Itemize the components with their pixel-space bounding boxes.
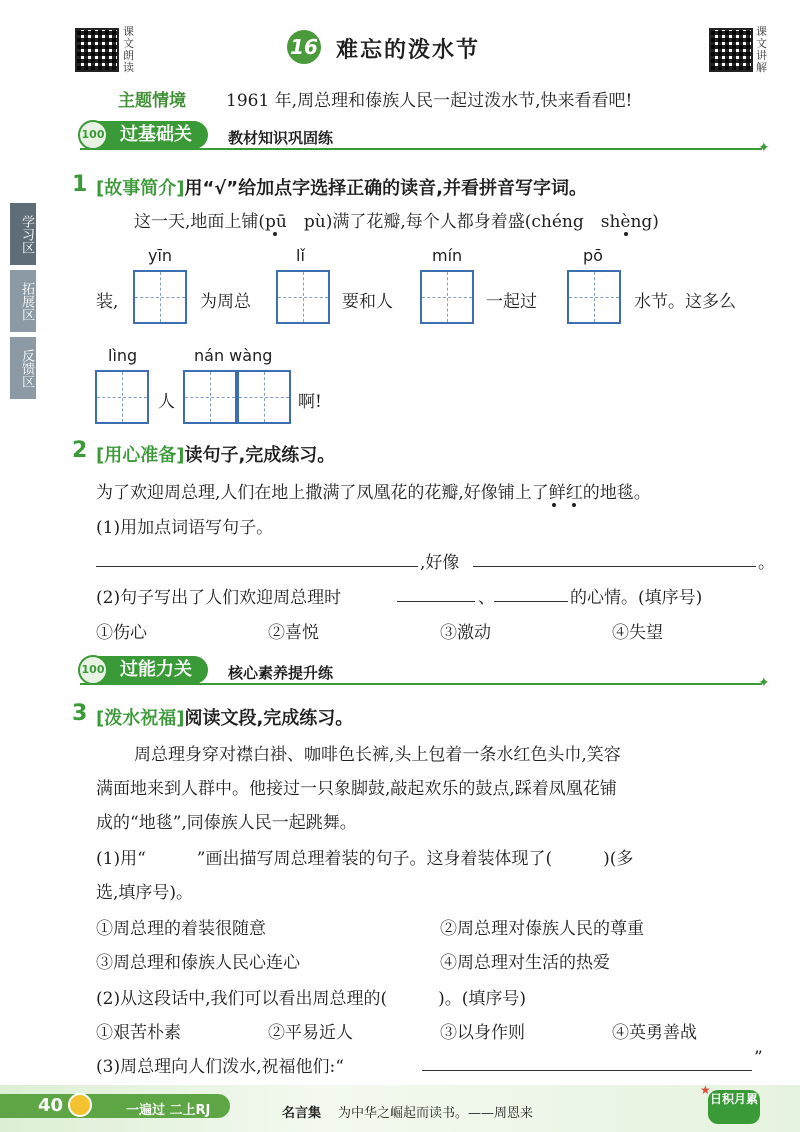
pinyin-po: pō [583,246,603,265]
q2-sentence: 为了欢迎周总理,人们在地上撒满了凤凰花的花瓣,好像铺上了鲜红的地毯。 [96,483,651,503]
qr-code-right[interactable] [709,28,753,72]
answer-line[interactable] [422,1052,752,1071]
write-box[interactable] [567,270,621,324]
mascot-icon: 100 [78,655,108,685]
q2-sub1: (1)用加点词语写句子。 [96,518,274,538]
section2-subtitle: 核心素养提升练 [228,664,334,682]
q2-number: 2 [72,438,88,463]
write-box[interactable] [133,270,187,324]
q1-instruction: 用“√”给加点字选择正确的读音,并看拼音写字词。 [184,178,587,199]
q2-sub1-end: 。 [758,553,775,573]
daily-badge: 日积月累 [708,1090,760,1124]
text-yiqiguo: 一起过 [486,292,537,312]
star-icon: ✦ [758,675,770,691]
q3-sub2-option[interactable]: ④英勇善战 [612,1023,697,1043]
q3-sub2: (2)从这段话中,我们可以看出周总理的( )。(填序号) [96,989,527,1009]
q3-sub3-start: (3)周总理向人们泼水,祝福他们:“ [96,1057,344,1077]
write-box[interactable] [276,270,330,324]
emphasis-dot [552,503,556,507]
q1-sentence: 这一天,地面上铺(pū pù)满了花瓣,每个人都身着盛(chéng shèng) [134,212,659,232]
pinyin-nanwang: nán wàng [194,346,273,365]
q2-option[interactable]: ④失望 [612,623,663,643]
q3-sub3-end: ” [754,1048,763,1068]
pinyin-min: mín [432,246,463,265]
text-zhuang: 装, [96,292,119,312]
side-tab-feedback[interactable]: 反馈区 [10,337,36,399]
q3-sub1-line2: 选,填序号)。 [96,883,194,903]
q3-sub1-option[interactable]: ②周总理对傣族人民的尊重 [440,919,644,939]
q3-sub1-option[interactable]: ①周总理的着装很随意 [96,919,266,939]
qr-code-left[interactable] [75,28,119,72]
quote-label: 名言集 [282,1106,322,1121]
q3-instruction: 阅读文段,完成练习。 [184,708,354,729]
q2-sub2-a: (2)句子写出了人们欢迎周总理时 [96,588,342,608]
q3-heading [96,704,353,730]
pinyin-li: lǐ [296,246,305,265]
text-ren: 人 [158,392,175,412]
answer-blank[interactable] [494,583,568,602]
q2-heading [96,441,335,467]
text-shuijie: 水节。这多么 [634,292,736,312]
side-tab-study[interactable]: 学习区 [10,203,36,265]
emphasis-dot [624,232,628,236]
text-yaoheren: 要和人 [342,292,393,312]
emphasis-dot [273,232,277,236]
q1-number: 1 [72,172,88,197]
answer-blank[interactable] [397,583,475,602]
text-a: 啊! [298,392,322,412]
q2-sub2-b: 的心情。(填序号) [570,588,703,608]
passage-line: 成的“地毯”,同傣族人民一起跳舞。 [96,813,357,833]
q3-sub2-option[interactable]: ③以身作则 [440,1023,525,1043]
section1-subtitle: 教材知识巩固练 [228,129,334,147]
q3-sub2-option[interactable]: ①艰苦朴素 [96,1023,181,1043]
q2-option[interactable]: ②喜悦 [268,623,319,643]
write-box[interactable] [183,370,237,424]
theme-text: 1961 年,周总理和傣族人民一起过泼水节,快来看看吧! [226,91,633,111]
answer-line[interactable] [96,548,418,567]
write-box[interactable] [420,270,474,324]
lesson-title: 难忘的泼水节 [336,37,481,63]
mascot-icon: 100 [78,120,108,150]
emphasis-dot [572,503,576,507]
q3-number: 3 [72,701,88,726]
page-number: 40 [38,1095,64,1116]
answer-line[interactable] [473,548,756,567]
section1-pill: 过基础关 [80,121,208,149]
passage-line: 周总理身穿对襟白褂、咖啡色长裤,头上包着一条水红色头巾,笑容 [134,745,621,765]
mascot-face-icon [68,1093,92,1117]
pinyin-yin: yīn [148,246,173,265]
series-label: 一遍过 二上RJ [126,1103,211,1118]
theme-label: 主题情境 [118,91,186,111]
write-box[interactable] [95,370,149,424]
q3-sub1-line1: (1)用“ ”画出描写周总理着装的句子。这身着装体现了( )(多 [96,849,634,869]
q3-tag: [泼水祝福] [96,708,185,729]
q1-tag: [故事简介] [96,178,185,199]
q3-sub1-option[interactable]: ③周总理和傣族人民心连心 [96,953,300,973]
q2-sub2-sep: 、 [478,588,495,608]
lesson-number-badge: 16 [287,30,321,64]
q2-option[interactable]: ①伤心 [96,623,147,643]
q2-sub1-mid: ,好像 [420,553,460,573]
star-icon: ★ [700,1083,711,1097]
side-tab-extend[interactable]: 拓展区 [10,270,36,332]
q3-sub1-option[interactable]: ④周总理对生活的热爱 [440,953,610,973]
q3-sub2-option[interactable]: ②平易近人 [268,1023,353,1043]
q2-tag: [用心准备] [96,445,185,466]
pinyin-ling: lìng [108,346,138,365]
write-box[interactable] [237,370,291,424]
quote-text: 为中华之崛起而读书。——周恩来 [338,1106,534,1121]
q1-heading [96,174,587,200]
qr-right-label: 课文讲解 [756,25,767,74]
section2-pill: 过能力关 [80,656,208,684]
qr-left-label: 课文朗读 [123,25,134,74]
passage-line: 满面地来到人群中。他接过一只象脚鼓,敲起欢乐的鼓点,踩着凤凰花铺 [96,779,617,799]
q2-instruction: 读句子,完成练习。 [184,445,336,466]
text-weizhouzong: 为周总 [200,292,251,312]
star-icon: ✦ [758,140,770,156]
q2-option[interactable]: ③激动 [440,623,491,643]
